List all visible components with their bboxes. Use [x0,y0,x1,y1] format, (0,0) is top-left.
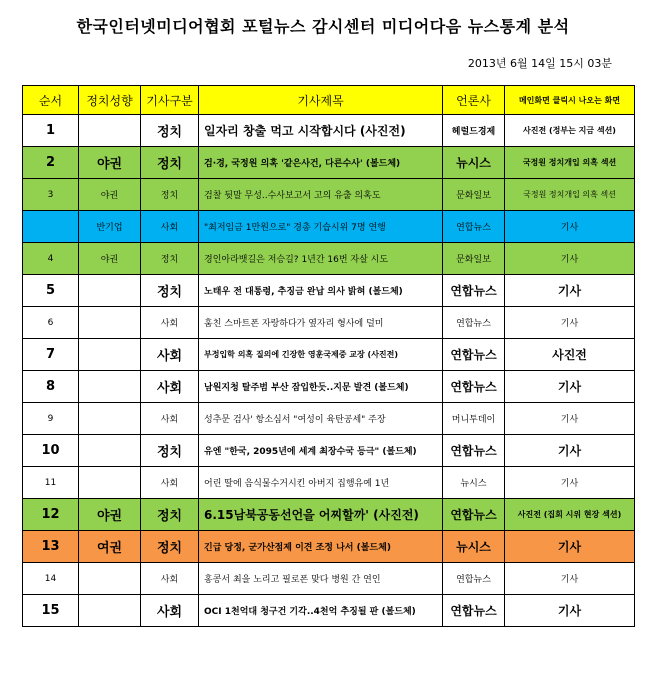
category-cell: 정치 [141,115,199,147]
category-cell: 정치 [141,243,199,275]
leaning-cell: 야권 [79,499,141,531]
screen-cell: 기사 [505,403,635,435]
category-cell: 사회 [141,595,199,627]
leaning-cell [79,115,141,147]
screen-cell: 기사 [505,307,635,339]
screen-cell: 사진전 [505,339,635,371]
headline-cell: 노태우 전 대통령, 추징금 완납 의사 밝혀 (볼드체) [199,275,443,307]
table-row [23,467,635,499]
screen-cell: 기사 [505,275,635,307]
rank-cell: 14 [23,563,79,595]
headline-cell: 긴급 당정, 군가산점제 이견 조정 나서 (볼드체) [199,531,443,563]
rank-cell: 12 [23,499,79,531]
publisher-cell: 뉴시스 [443,531,505,563]
leaning-cell [79,563,141,595]
category-cell: 사회 [141,339,199,371]
category-cell: 사회 [141,211,199,243]
table-row [23,179,635,211]
leaning-cell: 야권 [79,179,141,211]
category-cell: 사회 [141,563,199,595]
rank-cell: 4 [23,243,79,275]
table-header-row [23,86,635,115]
publisher-cell: 연합뉴스 [443,595,505,627]
table-row [23,307,635,339]
leaning-cell [79,467,141,499]
table-row [23,595,635,627]
table-row [23,499,635,531]
rank-cell: 3 [23,179,79,211]
publisher-cell: 연합뉴스 [443,307,505,339]
rank-cell: 15 [23,595,79,627]
news-statistics-table [22,85,635,627]
table-row [23,403,635,435]
publisher-cell: 연합뉴스 [443,211,505,243]
table-row [23,531,635,563]
rank-cell: 6 [23,307,79,339]
screen-cell: 사진전 (집회 시위 현장 섹션) [505,499,635,531]
category-cell: 정치 [141,179,199,211]
screen-cell: 기사 [505,211,635,243]
leaning-cell [79,339,141,371]
table-row [23,339,635,371]
headline-cell: 어린 딸에 음식물수거시킨 아버지 집행유예 1년 [199,467,443,499]
headline-cell: 홍콩서 최을 노리고 필로폰 맞다 병원 간 연인 [199,563,443,595]
screen-cell: 국정원 정치개입 의혹 섹션 [505,179,635,211]
leaning-cell [79,371,141,403]
publisher-cell: 연합뉴스 [443,563,505,595]
category-cell: 사회 [141,371,199,403]
rank-cell: 2 [23,147,79,179]
table-row [23,115,635,147]
headline-cell: 경인아라뱃길은 저승길? 1년간 16번 자살 시도 [199,243,443,275]
screen-cell: 기사 [505,467,635,499]
leaning-cell [79,403,141,435]
publisher-cell: 뉴시스 [443,147,505,179]
rank-cell: 11 [23,467,79,499]
header-publisher: 언론사 [443,86,505,115]
headline-cell: 남원지청 탈주범 부산 잠입한듯..지문 발견 (볼드체) [199,371,443,403]
category-cell: 정치 [141,147,199,179]
headline-cell: 유엔 "한국, 2095년에 세계 최장수국 등극" (볼드체) [199,435,443,467]
leaning-cell: 야권 [79,147,141,179]
headline-cell: "최저임금 1만원으로" 경총 기습시위 7명 연행 [199,211,443,243]
category-cell: 정치 [141,435,199,467]
category-cell: 사회 [141,403,199,435]
screen-cell: 기사 [505,243,635,275]
rank-cell: 13 [23,531,79,563]
publisher-cell: 연합뉴스 [443,435,505,467]
headline-cell: 6.15남북공동선언을 어찌할까' (사진전) [199,499,443,531]
header-category: 기사구분 [141,86,199,115]
table-row [23,275,635,307]
category-cell: 사회 [141,307,199,339]
headline-cell: 검찰 뒷말 무성..수사보고서 고의 유출 의혹도 [199,179,443,211]
headline-cell: OCI 1천억대 청구건 기각..4천억 추징될 판 (볼드체) [199,595,443,627]
headline-cell: 성추문 검사' 항소심서 "여성이 육탄공세" 주장 [199,403,443,435]
header-leaning: 정치성향 [79,86,141,115]
publisher-cell: 연합뉴스 [443,339,505,371]
rank-cell: 9 [23,403,79,435]
table-row [23,147,635,179]
header-rank: 순서 [23,86,79,115]
screen-cell: 기사 [505,563,635,595]
leaning-cell [79,435,141,467]
screen-cell: 기사 [505,371,635,403]
header-headline: 기사제목 [199,86,443,115]
headline-cell: 일자리 창출 먹고 시작합시다 (사진전) [199,115,443,147]
headline-cell: 훔친 스마트폰 자랑하다가 옆자리 형사에 덜미 [199,307,443,339]
publisher-cell: 뉴시스 [443,467,505,499]
publisher-cell: 연합뉴스 [443,371,505,403]
publisher-cell: 문화일보 [443,243,505,275]
page-title: 한국인터넷미디어협회 포털뉴스 감시센터 미디어다음 뉴스통계 분석 [76,17,570,36]
leaning-cell [79,307,141,339]
publisher-cell: 헤럴드경제 [443,115,505,147]
table-row [23,563,635,595]
rank-cell: 7 [23,339,79,371]
headline-cell: 검·경, 국정원 의혹 '같은사건, 다른수사' (볼드체) [199,147,443,179]
header-screen: 메인화면 클릭시 나오는 화면 [505,86,635,115]
rank-cell: 10 [23,435,79,467]
rank-cell: 8 [23,371,79,403]
screen-cell: 기사 [505,531,635,563]
category-cell: 사회 [141,467,199,499]
leaning-cell [79,595,141,627]
leaning-cell [79,275,141,307]
leaning-cell: 야권 [79,243,141,275]
screen-cell: 국정원 정치개입 의혹 섹션 [505,147,635,179]
screen-cell: 기사 [505,595,635,627]
rank-cell [23,211,79,243]
publisher-cell: 문화일보 [443,179,505,211]
leaning-cell: 반기업 [79,211,141,243]
screen-cell: 사진전 (정부는 지금 섹션) [505,115,635,147]
report-timestamp: 2013년 6월 14일 15시 03분 [467,57,612,70]
headline-cell: 부정입학 의혹 질의에 긴장한 영훈국제중 교장 (사진전) [199,339,443,371]
table-row [23,243,635,275]
screen-cell: 기사 [505,435,635,467]
publisher-cell: 머니투데이 [443,403,505,435]
category-cell: 정치 [141,499,199,531]
rank-cell: 5 [23,275,79,307]
table-row [23,435,635,467]
leaning-cell: 여권 [79,531,141,563]
publisher-cell: 연합뉴스 [443,275,505,307]
table-row [23,371,635,403]
table-row [23,211,635,243]
publisher-cell: 연합뉴스 [443,499,505,531]
rank-cell: 1 [23,115,79,147]
category-cell: 정치 [141,531,199,563]
category-cell: 정치 [141,275,199,307]
